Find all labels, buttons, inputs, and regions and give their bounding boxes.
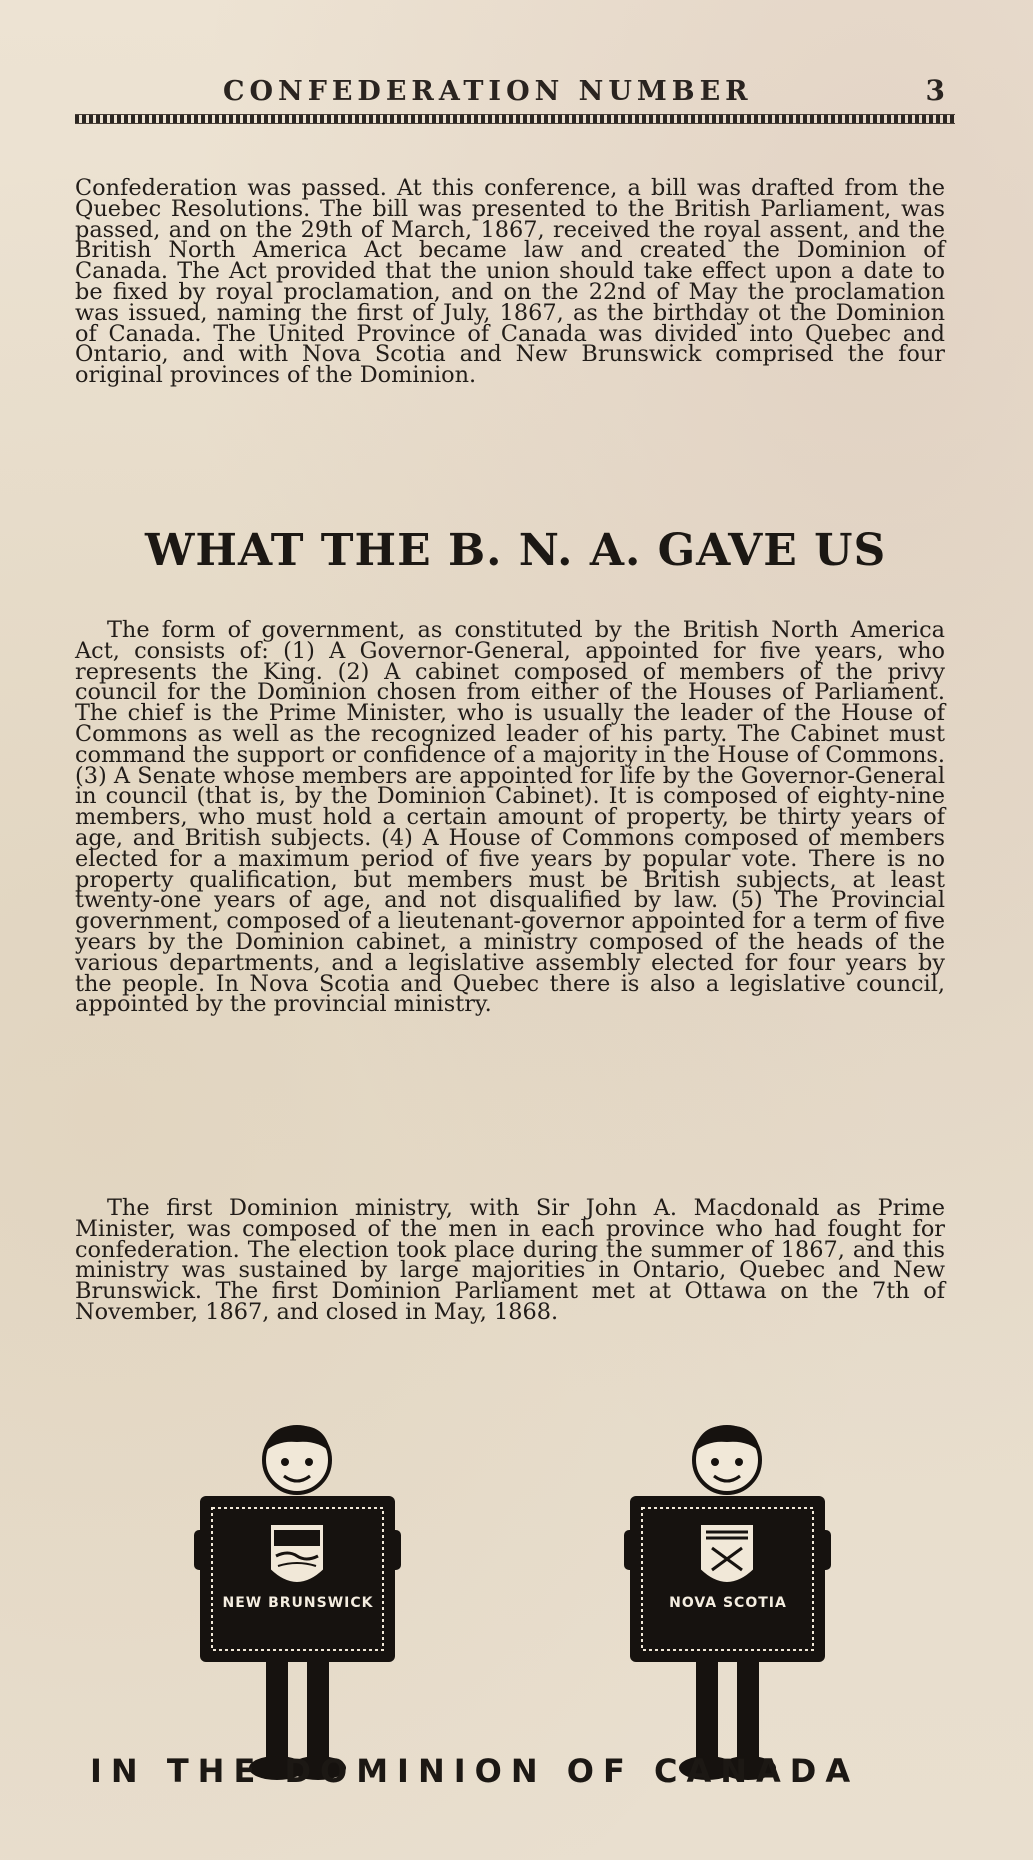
decorative-rule — [75, 114, 955, 124]
paragraph-form-of-government: The form of government, as constituted by the British North America Act, consists of: (1) A Governor-General, appointed for five years, who represents the King. (2) A cabinet composed of members of the privy council for the Dominion chosen from either of the Houses of Parliament. The chief is the Prime Minister, who is usually the leader of the House of Commons as well as the recognized leader of his party. The Cabinet must command the support or confidence of a majority in the House of Commons. (3) A Senate whose members are appointed for life by the Governor-General in council (that is, by the Dominion Cabinet). It is composed of eighty-nine members, who must hold a certain amount of property, be thirty years of age, and British subjects. (4) A House of Commons composed of members elected for a maximum period of five years by popular vote. There is no property qualification, but members must be British subjects, at least twenty-one years of age, and not disqualified by law. (5) The Provincial government, composed of a lieutenant-governor appointed for a term of five years by the Dominion cabinet, a ministry composed of the heads of the various departments, and a legislative assembly elected for four years by the people. In Nova Scotia and Quebec there is also a legislative council, appointed by the provincial ministry. — [75, 617, 945, 1018]
illustration-caption: IN THE DOMINION OF CANADA — [90, 1752, 860, 1790]
running-title: CONFEDERATION NUMBER — [223, 76, 753, 107]
paragraph-first-ministry: The first Dominion ministry, with Sir John A. Macdonald as Prime Minister, was composed of the men in each province who had fought for confederation. The election took place during the summer of 1867, and this ministry was sustained by large majorities in Ontario, Quebec and New Brunswick. The first Dominion Parliament met at Ottawa on the 7th of November, 1867, and closed in May, 1868. — [75, 1195, 945, 1325]
page-number: 3 — [925, 74, 945, 107]
page-header — [75, 72, 955, 132]
sign-label-new-brunswick: NEW BRUNSWICK — [222, 1595, 374, 1611]
sign-label-nova-scotia: NOVA SCOTIA — [669, 1595, 787, 1611]
section-heading: WHAT THE B. N. A. GAVE US — [145, 525, 887, 576]
paragraph-confederation: Confederation was passed. At this conference, a bill was drafted from the Quebec Resolutions. The bill was presented to the British Parliament, was passed, and on the 29th of March, 1867, received the royal assent, and the British North America Act became law and created the Dominion of Canada. The Act provided that the union should take effect upon a date to be fixed by royal proclamation, and on the 22nd of May the proclamation was issued, naming the first of July, 1867, as the birthday ot the Dominion of Canada. The United Province of Canada was divided into Quebec and Ontario, and with Nova Scotia and New Brunswick comprised the four original provinces of the Dominion. — [75, 175, 945, 389]
